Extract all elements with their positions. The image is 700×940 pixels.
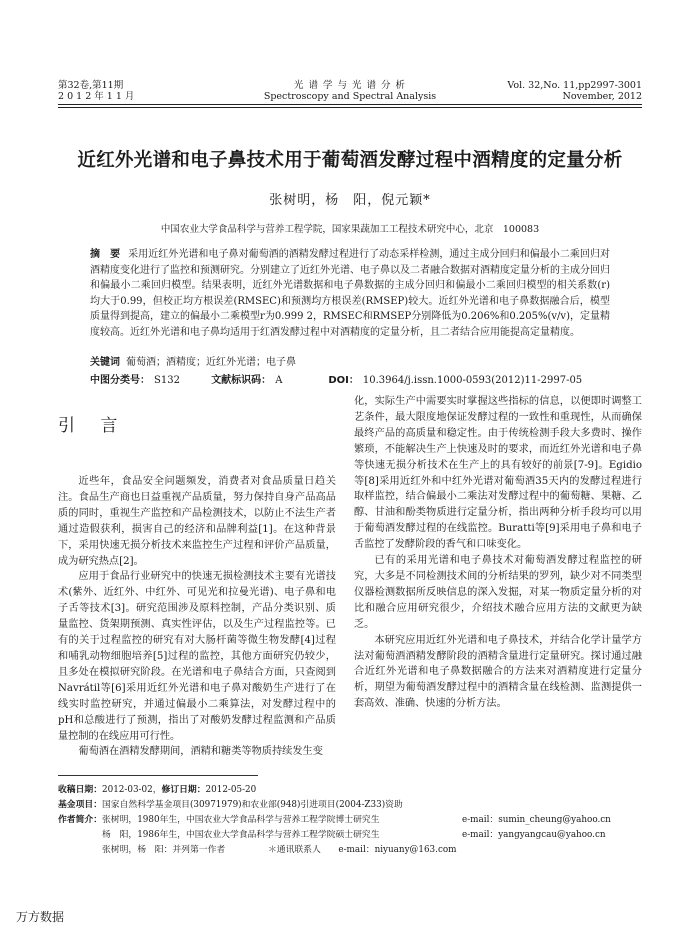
volume-pages: Vol. 32,No. 11,pp2997-3001	[507, 80, 642, 91]
revised-date: 2012-05-20	[205, 785, 257, 795]
keywords-label: 关键词	[90, 357, 120, 368]
funding-text: 国家自然科学基金项目(30971979)和农业部(948)引进项目(2004-Z33)资助	[102, 800, 403, 810]
paragraph-continued: 化，实际生产中需要实时掌握这些指标的信息，以便即时调整工艺条件，最大限度地保证发酵过程的一致性和重现性，从而确保最终产品的高质量和稳定性。由于传统检测手段大多费时、操作繁琐，不能解决生产上快速及时的要求，而近红外光谱和电子鼻等快速无损分析技术在生产上的具有较好的前景[7-9]。Egidio等[8]采用近红外和中红外光谱对葡萄酒35天内的发酵过程进行取样监控，结合偏最小二乘法对发酵过程中的葡萄糖、果糖、乙醇、甘油和酚类物质进行定量分析，指出两种分析手段均可以用于葡萄酒发酵过程的在线监控。Buratti等[9]采用电子鼻和电子舌监控了发酵阶段的香气和口味变化。	[354, 396, 642, 551]
footnote-rule	[58, 775, 258, 776]
doi-value: 10.3964/j.issn.1000-0593(2012)11-2997-05	[362, 375, 583, 386]
author-list: 张树明，杨 阳，倪元颖*	[269, 193, 431, 208]
journal-name-en: Spectroscopy and Spectral Analysis	[263, 91, 437, 102]
paragraph: 近些年，食品安全问题频发，消费者对食品质量日趋关注。食品生产商也日益重视产品质量，努力保持自身产品高品质的同时，重视生产监控和产品检测技术，以防止不法生产者通过造假获利，损害自己的经济和品牌利益[1]。在这种背景下，采用快速无损分析技术来监控生产过程和评价产品质量，成为研究热点[2]。	[58, 476, 336, 567]
section-heading-intro: 引 言	[58, 416, 128, 436]
revised-label: 修订日期：	[161, 785, 206, 795]
volume-issue: 第32卷,第11期	[58, 80, 124, 91]
funding-label: 基金项目：	[58, 800, 102, 810]
header-rule	[58, 104, 642, 105]
doi-label: DOI：	[328, 375, 359, 386]
paragraph: 应用于食品行业研究中的快速无损检测技术主要有光谱技术(紫外、近红外、中红外、可见光和拉曼光谱)、电子鼻和电子舌等技术[3]。研究范围涉及原料控制，产品分类识别、质量监控、货架期预测、真实性评估，以及生产过程监控等。已有的关于过程监控的研究有对大肠杆菌等微生物发酵[4]过程和哺乳动物细胞培养[5]过程的监控，其他方面研究仍较少，且多处在模拟研究阶段。在光谱和电子鼻结合方面，只查阅到Navrátil等[6]采用近红外光谱和电子鼻对酸奶生产进行了在线实时监控研究，并通过偏最小二乘算法，对发酵过程中的pH和总酸进行了预测，指出了对酸奶发酵过程监测和产品质量控制的在线应用可行性。	[58, 571, 336, 742]
received-dates	[58, 783, 642, 797]
author-bio-2	[58, 828, 642, 842]
clc-label: 中图分类号：	[90, 375, 150, 386]
paragraph: 本研究应用近红外光谱和电子鼻技术，并结合化学计量学方法对葡萄酒酒精发酵阶段的酒精含量进行定量研究。探讨通过融合近红外光谱和电子鼻数据融合的方法来对酒精度进行定量分析，期望为葡萄酒发酵过程中的酒精含量在线检测、监测提供一套高效、准确、快速的分析方法。	[354, 634, 642, 710]
author-email: e-mail：yangyangcau@yahoo.cn	[462, 830, 606, 840]
bio-label: 作者简介：	[58, 815, 102, 825]
doc-code	[211, 371, 325, 386]
database-watermark: 万方数据	[16, 910, 65, 924]
issue-date: 2 0 1 2 年 1 1 月	[58, 91, 135, 102]
classification-row	[90, 371, 630, 386]
clc	[90, 371, 208, 386]
keywords-text: 葡萄酒；酒精度；近红外光谱；电子鼻	[126, 357, 296, 368]
paper-title: 近红外光谱和电子鼻技术用于葡萄酒发酵过程中酒精度的定量分析	[77, 150, 623, 171]
abstract	[90, 247, 610, 341]
issue-date-en: November, 2012	[562, 91, 642, 102]
bio-text: 张树明，1980年生，中国农业大学食品科学与营养工程学院博士研究生	[102, 815, 380, 825]
abstract-text: 采用近红外光谱和电子鼻对葡萄酒的酒精发酵过程进行了动态采样检测，通过主成分回归和偏最小二乘回归对酒精度变化进行了监控和预测研究。分别建立了近红外光谱、电子鼻以及二者融合数据对酒精度定量分析的主成分回归和偏最小二乘回归模型。结果表明，近红外光谱数据和电子鼻数据的主成分回归和偏最小二乘回归模型的相关系数(r)均大于0.99，但校正均方根误差(RMSEC)和预测均方根误差(RMSEP)较大。近红外光谱和电子鼻数据融合后，模型质量得到提高，建立的偏最小二乘模型r为0.999 2，RMSEC和RMSEP分别降低为0.206%和0.205%(v/v)，定量精度较高。近红外光谱和电子鼻均适用于红酒发酵过程中对酒精度的定量分析，且二者结合应用能提高定量精度。	[90, 249, 611, 338]
issue-info-en	[507, 80, 642, 102]
corresponding-author: ＊通讯联系人 e-mail：niyuany@163.com	[268, 845, 457, 855]
doc-code-label: 文献标识码：	[211, 375, 272, 386]
clc-value: S132	[154, 375, 180, 386]
doi	[328, 371, 582, 386]
keywords	[90, 355, 610, 371]
funding	[58, 798, 642, 812]
abstract-label: 摘 要	[90, 249, 121, 260]
right-column	[354, 394, 642, 712]
left-column	[58, 474, 336, 760]
bio-text: 杨 阳，1986年生，中国农业大学食品科学与营养工程学院硕士研究生	[102, 830, 380, 840]
journal-name-cn: 光 谱 学 与 光 谱 分 析	[293, 80, 407, 91]
doc-code-value: A	[275, 375, 283, 386]
header-rule-thin	[58, 107, 642, 108]
author-notes	[58, 843, 642, 857]
affiliation: 中国农业大学食品科学与营养工程学院，国家果蔬加工工程技术研究中心，北京 100083	[160, 224, 540, 235]
paragraph: 已有的采用光谱和电子鼻技术对葡萄酒发酵过程监控的研究，大多是不同检测技术间的分析结果的罗列，缺少对不同类型仪器检测数据所反映信息的深入发掘，对某一物质定量分析的对比和融合应用研究很少，介绍技术融合应用方法的文献更为缺乏。	[354, 555, 642, 630]
co-first-author-note: 张树明，杨 阳：并列第一作者	[102, 845, 226, 855]
paragraph: 葡萄酒在酒精发酵期间，酒精和糖类等物质持续发生变	[78, 746, 323, 758]
received-date: 2012-03-02，	[102, 785, 162, 795]
author-bio-1	[58, 813, 642, 827]
received-label: 收稿日期：	[58, 785, 102, 795]
author-email: e-mail：sumin_cheung@yahoo.cn	[462, 815, 611, 825]
